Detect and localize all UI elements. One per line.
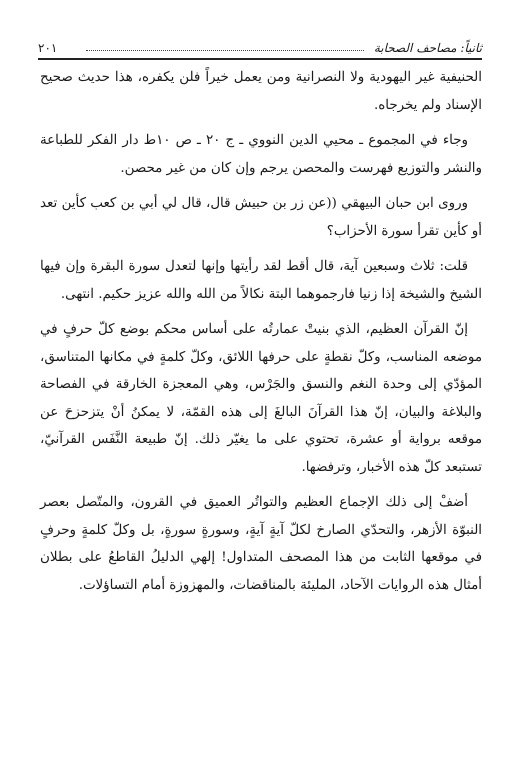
paragraph: وجاء في المجموع ـ محيي الدين النووي ـ ج ٢٠ ـ ص ١٠ط دار الفكر للطباعة والنشر والتوزيع فهرست والمحصن يرجم وإن كان من غير محصن. [40, 133, 482, 176]
leader-dots [86, 50, 364, 51]
paragraph: قلت: ثلاث وسبعين آية، قال أقط لقد رأيتها وإنها لتعدل سورة البقرة وإن فيها الشيخ والشيخة إذا زنيا فارجموهما البتة نكالاً من الله والله عزيز حكيم. انتهى. [40, 259, 482, 302]
paragraph: إنّ القرآن العظيم، الذي بنيتْ عمارتُه على أساس محكم بوضع كلّ حرفٍ في موضعه المناسب، وكلّ نقطةٍ على حرفها اللائق، وكلّ كلمةٍ في مكانها المتناسق، المؤدّي إلى وحدة النغم والنسق والجَرْس، وهي المعجزة الخارقة في الفصاحة والبلاغة والبيان، إنّ هذا القرآنَ البالغَ إلى هذه القمّة، لا يمكنُ أنْ يتزحزحَ عن موقعه برواية أو عشرة، تحتوي على ما يغيّر ذلك. إنّ طبيعة النَّفَس القرآنيّ، تستبعد كلّ هذه الأخبار، وترفضها. [40, 322, 482, 475]
running-title: ثانياً: مصاحف الصحابة [373, 41, 482, 55]
page-body [40, 64, 482, 607]
page-number: ٢٠١ [38, 41, 58, 55]
paragraph: وروى ابن حبان البيهقي ((عن زر بن حبيش قال، قال لي أبي بن كعب كأين تعد أو كأين تقرأ سورة الأحزاب؟ [40, 196, 482, 239]
paragraph: أضفْ إلى ذلك الإجماع العظيم والتواتُر العميق في القرون، والمتّصل بعصر النبوّة الأزهر، والتحدّي الصارخ لكلّ آيةٍ آيةٍ، وسورةٍ سورةٍ، بل وكلّ كلمةٍ وحرفٍ في موقعها الثابت من هذا المصحف المتداول! إلهي الدليلُ القاطعُ على بطلان أمثال هذه الروايات الآحاد، المليئة بالمناقضات، والمهزوزة أمام التساؤلات. [40, 495, 482, 593]
header-rule [38, 58, 482, 60]
paragraph: الحنيفية غير اليهودية ولا النصرانية ومن يعمل خيراً فلن يكفره، هذا حديث صحيح الإسناد ولم يخرجاه. [40, 70, 482, 113]
running-header [38, 38, 482, 58]
